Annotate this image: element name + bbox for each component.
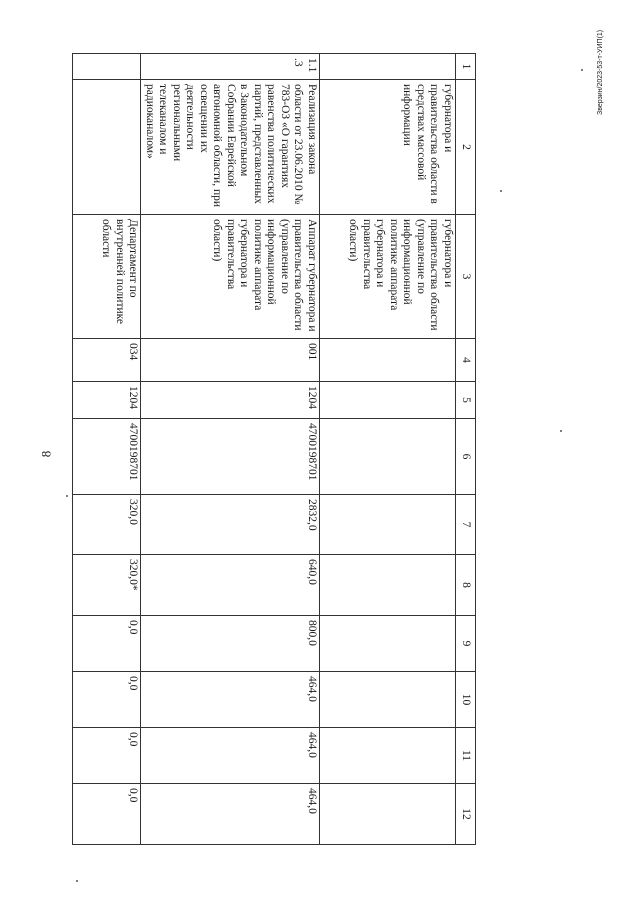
- cell-year-4: 0,0: [73, 728, 141, 784]
- cell-target-article: 4700198701: [141, 419, 320, 495]
- header-cell: 12: [456, 784, 476, 845]
- rotated-table-container: [93, 53, 476, 844]
- table-row: [320, 54, 456, 845]
- cell-year-3: 464,0: [141, 672, 320, 728]
- cell-responsible: губернатора и правительства области (управление по информационной политике аппарата губернатора и правительства области): [320, 215, 456, 339]
- cell-total: 2832,0: [141, 495, 320, 555]
- document-code-label: Зверзин/2023-53-т-УИП(1): [597, 29, 604, 115]
- cell-year-1: [320, 555, 456, 616]
- header-cell: 6: [456, 419, 476, 495]
- cell-year-2: 800,0: [141, 616, 320, 672]
- cell-target-article: 4700198701: [73, 419, 141, 495]
- cell-year-1: 320,0*: [73, 555, 141, 616]
- header-row: [456, 54, 476, 845]
- cell-responsible: Аппарат губернатора и правительства области (управление по информационной политике аппарата губернатора и правительства области): [141, 215, 320, 339]
- cell-item-number: [320, 54, 456, 80]
- cell-item-number: 1.1.3: [141, 54, 320, 80]
- header-cell: 11: [456, 728, 476, 784]
- cell-event-name: [73, 80, 141, 215]
- scan-speck: [500, 190, 502, 192]
- scan-speck: [560, 430, 562, 432]
- header-cell: 5: [456, 382, 476, 419]
- header-cell: 9: [456, 616, 476, 672]
- cell-grbs: 034: [73, 339, 141, 382]
- scan-speck: [76, 880, 78, 882]
- cell-section: 1204: [73, 382, 141, 419]
- cell-grbs: 001: [141, 339, 320, 382]
- cell-year-5: [320, 784, 456, 845]
- cell-year-5: 464,0: [141, 784, 320, 845]
- cell-event-name: губернатора и правительства области в средствах массовой информации: [320, 80, 456, 215]
- cell-year-3: 0,0: [73, 672, 141, 728]
- cell-grbs: [320, 339, 456, 382]
- cell-total: [320, 495, 456, 555]
- budget-table: [73, 53, 477, 845]
- page-number: 8: [38, 450, 54, 458]
- header-cell: 7: [456, 495, 476, 555]
- cell-year-3: [320, 672, 456, 728]
- cell-total: 320,0: [73, 495, 141, 555]
- cell-section: [320, 382, 456, 419]
- cell-year-2: [320, 616, 456, 672]
- header-cell: 1: [456, 54, 476, 80]
- cell-year-5: 0,0: [73, 784, 141, 845]
- cell-section: 1204: [141, 382, 320, 419]
- header-cell: 4: [456, 339, 476, 382]
- scan-speck: [581, 69, 583, 71]
- cell-target-article: [320, 419, 456, 495]
- cell-year-4: 464,0: [141, 728, 320, 784]
- table-row: [141, 54, 320, 845]
- scan-speck: [66, 495, 68, 497]
- cell-event-name: Реализация закона области от 23.06.2010 № 783-ОЗ «О гарантиях равенства политических партий, представленных в Законодательном Собрании Еврейской автономной области, при освещении их деятельности региональными телеканалом и радиоканалом»: [141, 80, 320, 215]
- header-cell: 10: [456, 672, 476, 728]
- header-cell: 8: [456, 555, 476, 616]
- cell-responsible: Департамент по внутренней политике области: [73, 215, 141, 339]
- header-cell: 2: [456, 80, 476, 215]
- cell-year-1: 640,0: [141, 555, 320, 616]
- cell-item-number: [73, 54, 141, 80]
- cell-year-2: 0,0: [73, 616, 141, 672]
- cell-year-4: [320, 728, 456, 784]
- header-cell: 3: [456, 215, 476, 339]
- table-row: [73, 54, 141, 845]
